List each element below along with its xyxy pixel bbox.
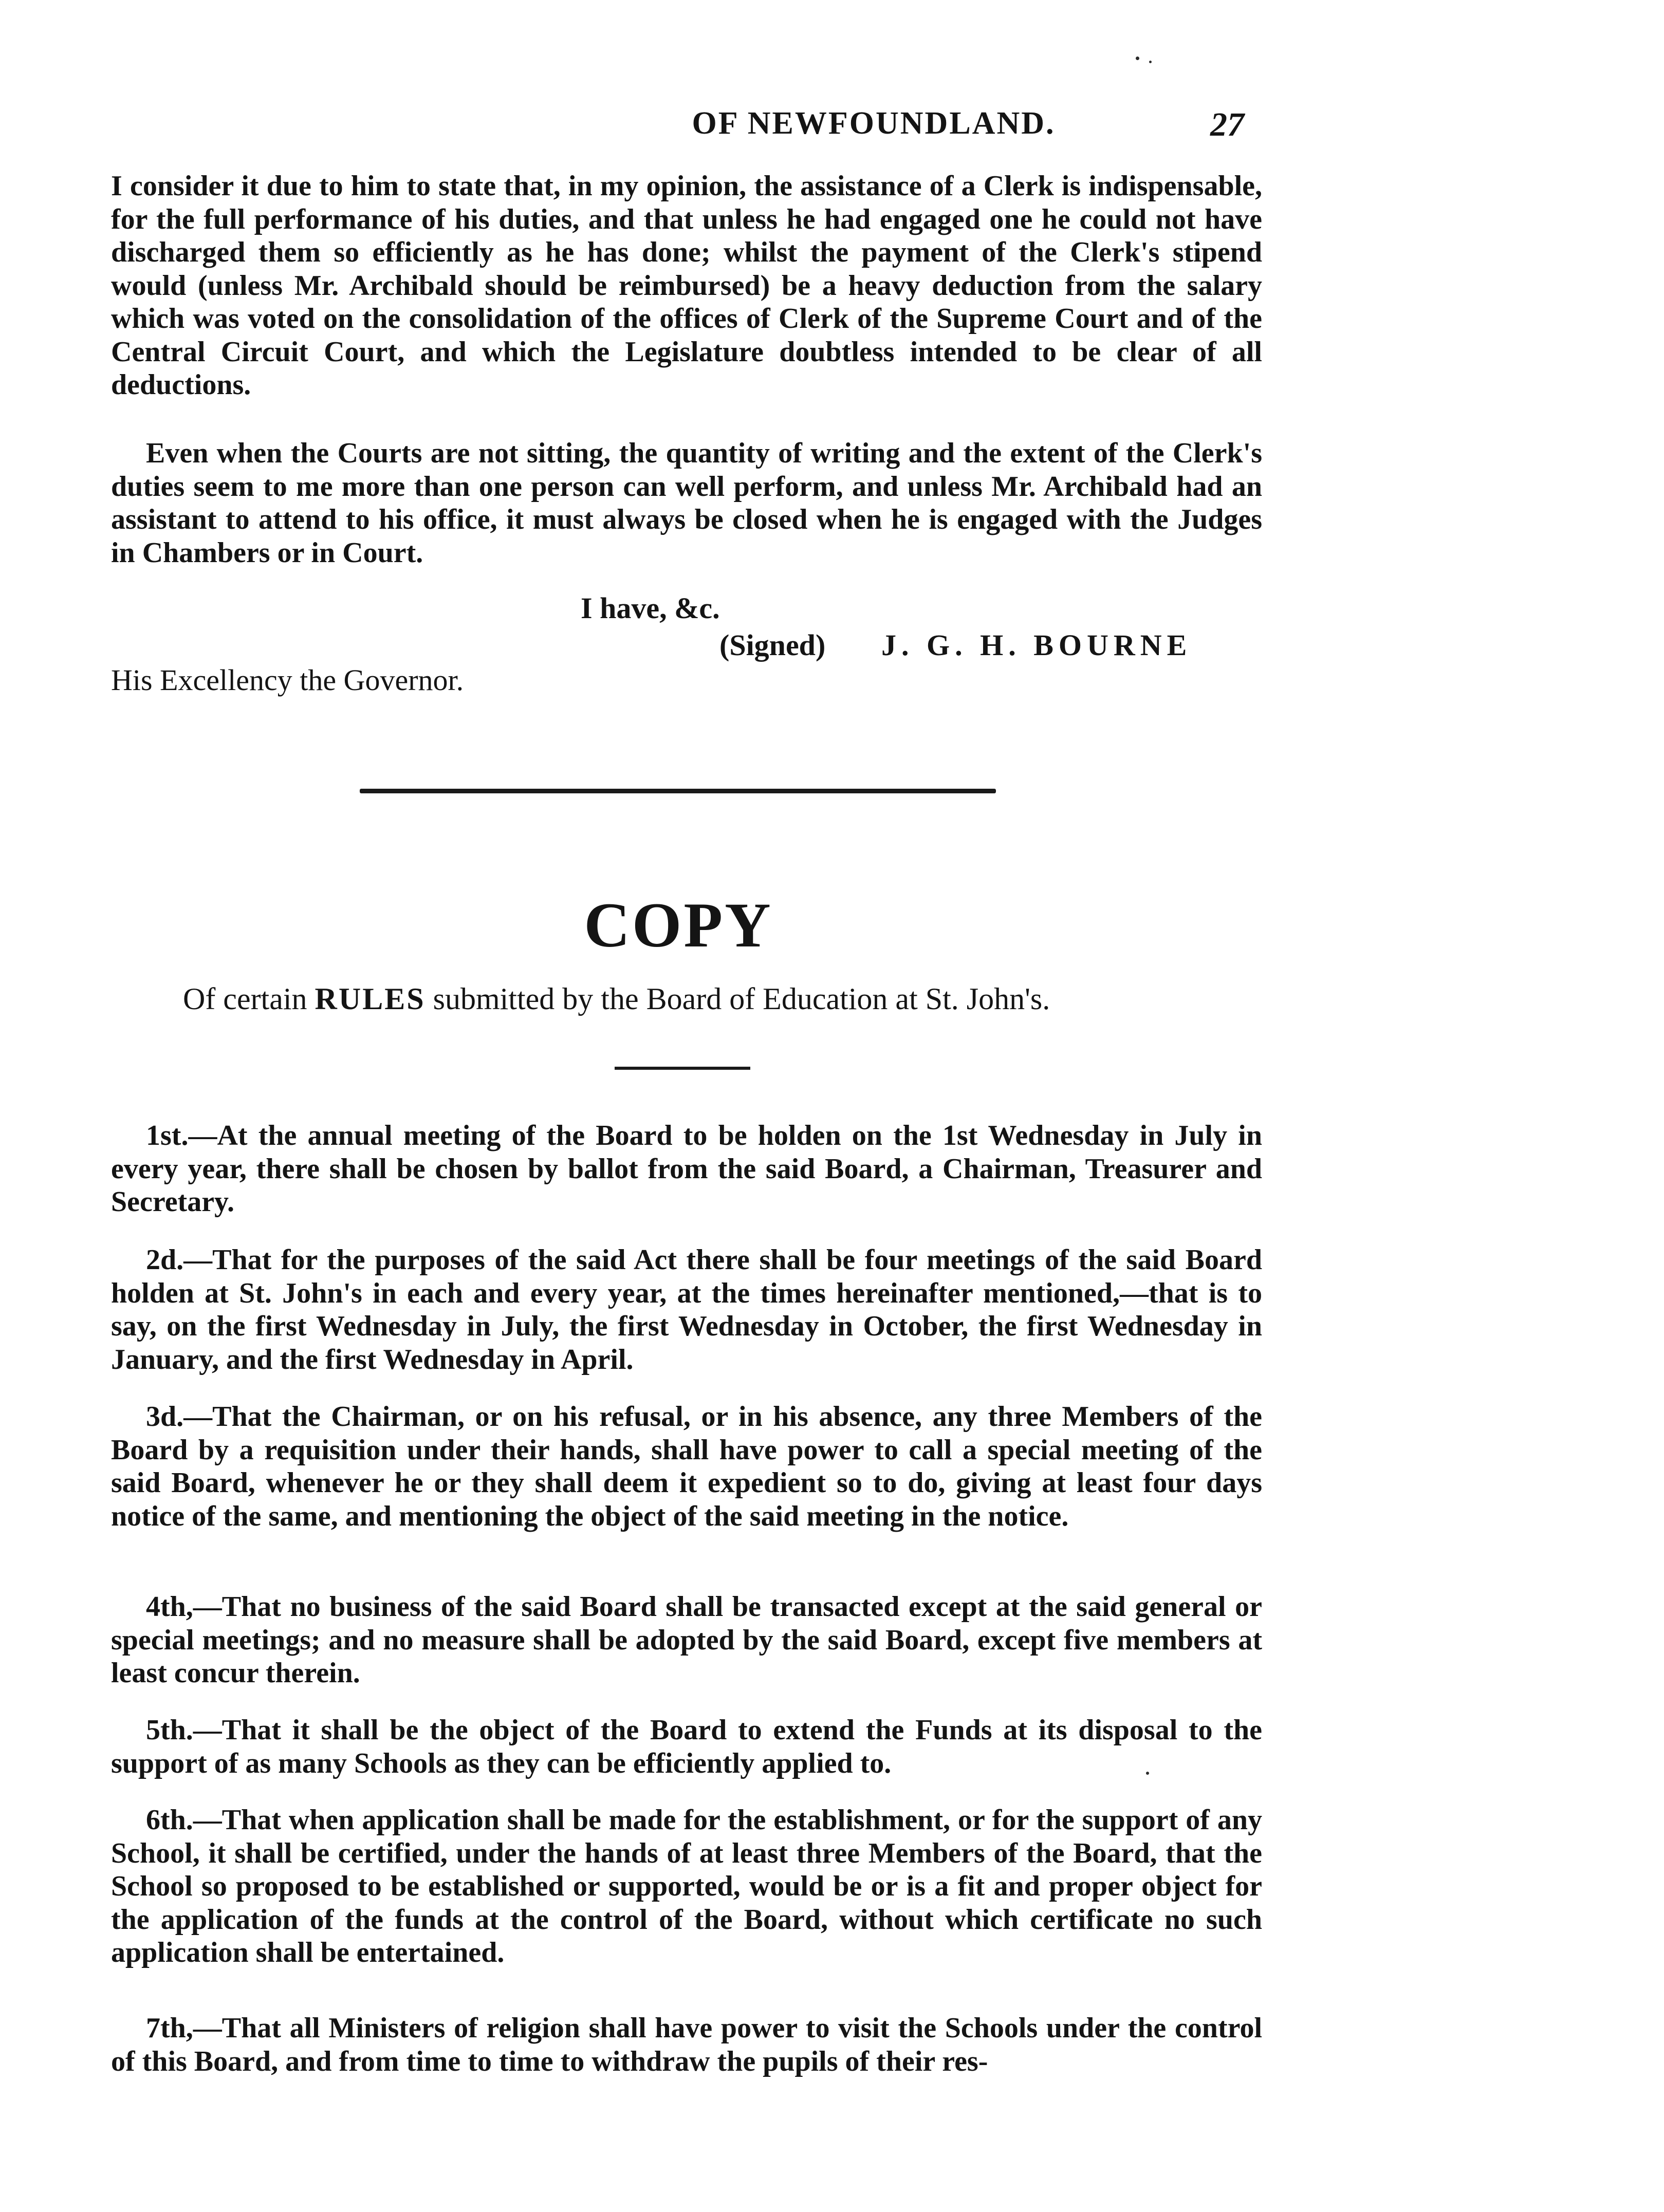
letter-paragraph-1-text: I consider it due to him to state that, in my opinion, the assistance of a Clerk is indispensable, for the full performance of his duties, and that unless he had engaged one he could not have discharged them so efficiently as he has done; whilst the payment of the Clerk's stipend would (unless Mr. Archibald should be reimbursed) be a heavy deduction from the salary which was voted on the consolidation of the offices of Clerk of the Supreme Court and of the Central Circuit Court, and which the Legislature doubtless intended to be clear of all deductions. [111,170,1262,401]
rule-4-text: 4th,—That no business of the said Board shall be transacted except at the said general or special meetings; and no measure shall be adopted by the said Board, except five members at least concur therein. [111,1591,1262,1689]
subtitle-prefix: Of certain [183,982,307,1016]
signed-label: (Signed) [719,628,826,662]
subtitle-divider [615,1067,750,1070]
signatory-name: J. G. H. BOURNE [881,628,1192,662]
rule-1-text: 1st.—At the annual meeting of the Board to be holden on the 1st Wednesday in July in every year, there shall be chosen by ballot from the said Board, a Chairman, Treasurer and Secretary. [111,1120,1262,1218]
section-divider [360,789,996,793]
rule-6-text: 6th.—That when application shall be made for the establishment, or for the support of any School, it shall be certified, under the hands of at least three Members of the Board, that the School so proposed to be established or supported, would be or is a fit and proper object for the application of the funds at the control of the Board, without which certificate no such application shall be entertained. [111,1804,1262,1968]
letter-closing: I have, &c. [581,591,720,625]
rule-1 [111,1119,1262,1219]
copy-title: COPY [584,890,773,960]
ink-speck [1136,57,1139,60]
rule-5 [111,1714,1262,1780]
letter-paragraph-2 [111,437,1262,569]
rule-3-text: 3d.—That the Chairman, or on his refusal, or in his absence, any three Members of the Board by a requisition under their hands, shall have power to call a special meeting of the said Board, whenever he or they shall deem it expedient so to do, giving at least four days notice of the same, and mentioning the object of the said meeting in the notice. [111,1401,1262,1532]
ink-speck [1149,61,1152,63]
running-title: OF NEWFOUNDLAND. [692,106,1056,141]
addressee: His Excellency the Governor. [111,663,464,697]
letter-paragraph-1 [111,170,1262,402]
rule-7-text: 7th,—That all Ministers of religion shall have power to visit the Schools under the control of this Board, and from time to time to withdraw the pupils of their res- [111,2012,1262,2077]
rule-4 [111,1590,1262,1690]
page-number: 27 [1210,106,1244,143]
subtitle-rules-word: RULES [315,982,426,1016]
letter-paragraph-2-text: Even when the Courts are not sitting, the quantity of writing and the extent of the Clerk's duties seem to me more than one person can well perform, and unless Mr. Archibald had an assistant to attend to his office, it must always be closed when he is engaged with the Judges in Chambers or in Court. [111,437,1262,569]
subtitle-suffix: submitted by the Board of Education at St. John's. [433,982,1050,1016]
rule-2 [111,1243,1262,1376]
ink-speck [1146,1772,1149,1775]
rule-5-text: 5th.—That it shall be the object of the Board to extend the Funds at its disposal to the support of as many Schools as they can be efficiently applied to. [111,1714,1262,1779]
rule-7 [111,2012,1262,2078]
rule-3 [111,1400,1262,1533]
copy-subtitle [183,981,1211,1017]
rule-2-text: 2d.—That for the purposes of the said Act there shall be four meetings of the said Board holden at St. John's in each and every year, at the times hereinafter mentioned,—that is to say, on the first Wednesday in July, the first Wednesday in October, the first Wednesday in January, and the first Wednesday in April. [111,1244,1262,1375]
rule-6 [111,1804,1262,1969]
